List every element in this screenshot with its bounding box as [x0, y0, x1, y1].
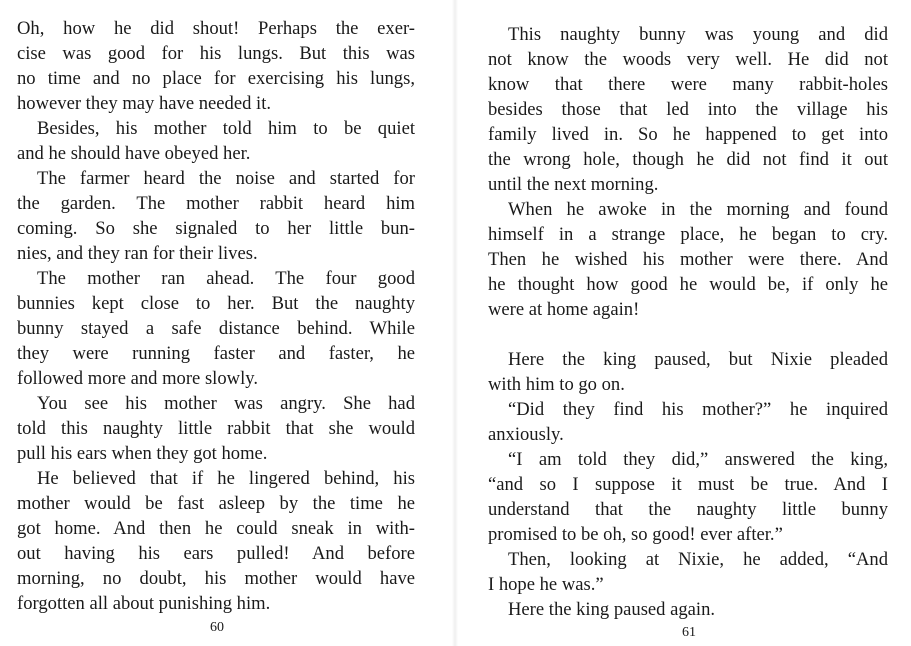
text-line: not know the woods very well. He did not [488, 49, 888, 70]
text-line: however they may have needed it. [17, 93, 272, 114]
text-line: The mother ran ahead. The four good [37, 268, 415, 289]
text-line: coming. So she signaled to her little bun- [17, 218, 415, 239]
text-line: were at home again! [488, 299, 640, 320]
text-line: forgotten all about punishing him. [17, 593, 271, 614]
page-number: 61 [682, 625, 696, 640]
text-line: followed more and more slowly. [17, 368, 258, 389]
text-line: no time and no place for exercising his lungs, [17, 68, 415, 89]
text-line: himself in a strange place, he began to cry. [488, 224, 888, 245]
text-line: until the next morning. [488, 174, 659, 195]
text-line: He believed that if he lingered behind, his [37, 468, 415, 489]
text-line: Then, looking at Nixie, he added, “And [508, 549, 888, 570]
text-line: bunny stayed a safe distance behind. While [17, 318, 415, 339]
text-line: You see his mother was angry. She had [37, 393, 415, 414]
text-line: “and so I suppose it must be true. And I [488, 474, 888, 495]
text-line: mother would be fast asleep by the time he [17, 493, 415, 514]
text-line: and he should have obeyed her. [17, 143, 251, 164]
right-page-text [488, 22, 888, 622]
text-line: pull his ears when they got home. [17, 443, 268, 464]
text-line: know that there were many rabbit-holes [488, 74, 888, 95]
text-line: “Did they find his mother?” he inquired [508, 399, 888, 420]
text-line: family lived in. So he happened to get into [488, 124, 888, 145]
text-line: got home. And then he could sneak in with- [17, 518, 415, 539]
text-line: they were running faster and faster, he [17, 343, 415, 364]
text-line: bunnies kept close to her. But the naughty [17, 293, 415, 314]
text-line: The farmer heard the noise and started for [37, 168, 415, 189]
text-line: Besides, his mother told him to be quiet [37, 118, 415, 139]
text-line: understand that the naughty little bunny [488, 499, 888, 520]
page-number: 60 [210, 620, 224, 635]
text-line: with him to go on. [488, 374, 625, 395]
text-line: anxiously. [488, 424, 564, 445]
text-line: When he awoke in the morning and found [508, 199, 888, 220]
text-line: he thought how good he would be, if only he [488, 274, 888, 295]
text-line: promised to be oh, so good! ever after.” [488, 524, 783, 545]
text-line: I hope he was.” [488, 574, 604, 595]
text-line: the garden. The mother rabbit heard him [17, 193, 415, 214]
section-break [488, 322, 888, 347]
text-line: the wrong hole, though he did not find it out [488, 149, 888, 170]
text-line: cise was good for his lungs. But this was [17, 43, 415, 64]
left-page [0, 0, 455, 646]
text-line: This naughty bunny was young and did [508, 24, 888, 45]
text-line: morning, no doubt, his mother would have [17, 568, 415, 589]
text-line: besides those that led into the village his [488, 99, 888, 120]
text-line: Here the king paused, but Nixie pleaded [508, 349, 888, 370]
text-line: Oh, how he did shout! Perhaps the exer- [17, 18, 415, 39]
text-line: told this naughty little rabbit that she would [17, 418, 415, 439]
text-line: Here the king paused again. [508, 599, 716, 620]
text-line: out having his ears pulled! And before [17, 543, 415, 564]
text-line: “I am told they did,” answered the king, [508, 449, 888, 470]
left-page-text [17, 16, 415, 616]
text-line: nies, and they ran for their lives. [17, 243, 258, 264]
text-line: Then he wished his mother were there. And [488, 249, 888, 270]
